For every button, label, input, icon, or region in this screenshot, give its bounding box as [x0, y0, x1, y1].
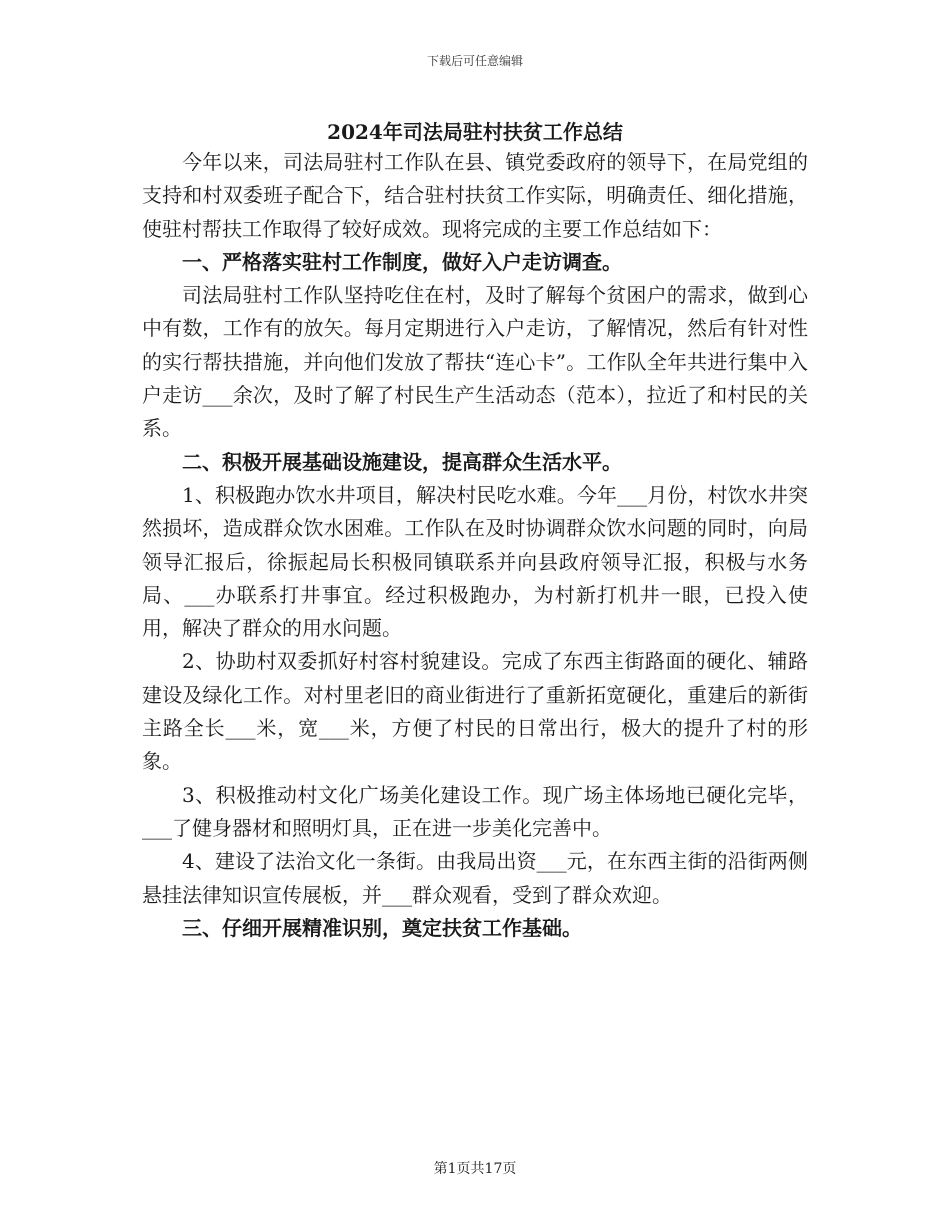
paragraph: 2、协助村双委抓好村容村貌建设。完成了东西主街路面的硬化、辅路建设及绿化工作。对村里老旧的商业街进行了重新拓宽硬化，重建后的新街主路全长___米，宽___米，方便了村民的日常出行，极大的提升了村的形象。: [142, 649, 808, 774]
document-body: [142, 146, 808, 945]
paragraph-intro: 今年以来，司法局驻村工作队在县、镇党委政府的领导下，在局党组的支持和村双委班子配合下，结合驻村扶贫工作实际，明确责任、细化措施，使驻村帮扶工作取得了较好成效。现将完成的主要工作总结如下：: [142, 150, 808, 241]
page-header: 下载后可任意编辑: [426, 54, 523, 68]
section-heading-3: 三、仔细开展精准识别，奠定扶贫工作基础。: [182, 915, 582, 940]
page-footer: 第1页共17页: [433, 1161, 517, 1177]
document-title: 2024年司法局驻村扶贫工作总结: [327, 120, 623, 144]
paragraph: 4、建设了法治文化一条街。由我局出资___元，在东西主街的沿街两侧悬挂法律知识宣传展板，并___群众观看，受到了群众欢迎。: [142, 849, 808, 907]
paragraph: 司法局驻村工作队坚持吃住在村，及时了解每个贫困户的需求，做到心中有数，工作有的放矢。每月定期进行入户走访，了解情况，然后有针对性的实行帮扶措施，并向他们发放了帮扶“连心卡”。工作队全年共进行集中入户走访___余次，及时了解了村民生产生活动态（范本），拉近了和村民的关系。: [142, 283, 808, 441]
paragraph: 1、积极跑办饮水井项目，解决村民吃水难。今年___月份，村饮水井突然损坏，造成群众饮水困难。工作队在及时协调群众饮水问题的同时，向局领导汇报后，徐振起局长积极同镇联系并向县政府领导汇报，积极与水务局、___办联系打井事宜。经过积极跑办，为村新打机井一眼，已投入使用，解决了群众的用水问题。: [142, 482, 808, 641]
section-heading-2: 二、积极开展基础设施建设，提高群众生活水平。: [182, 449, 622, 474]
section-heading-1: 一、严格落实驻村工作制度，做好入户走访调查。: [182, 249, 622, 274]
paragraph: 3、积极推动村文化广场美化建设工作。现广场主体场地已硬化完毕，___了健身器材和照明灯具，正在进一步美化完善中。: [142, 782, 808, 840]
